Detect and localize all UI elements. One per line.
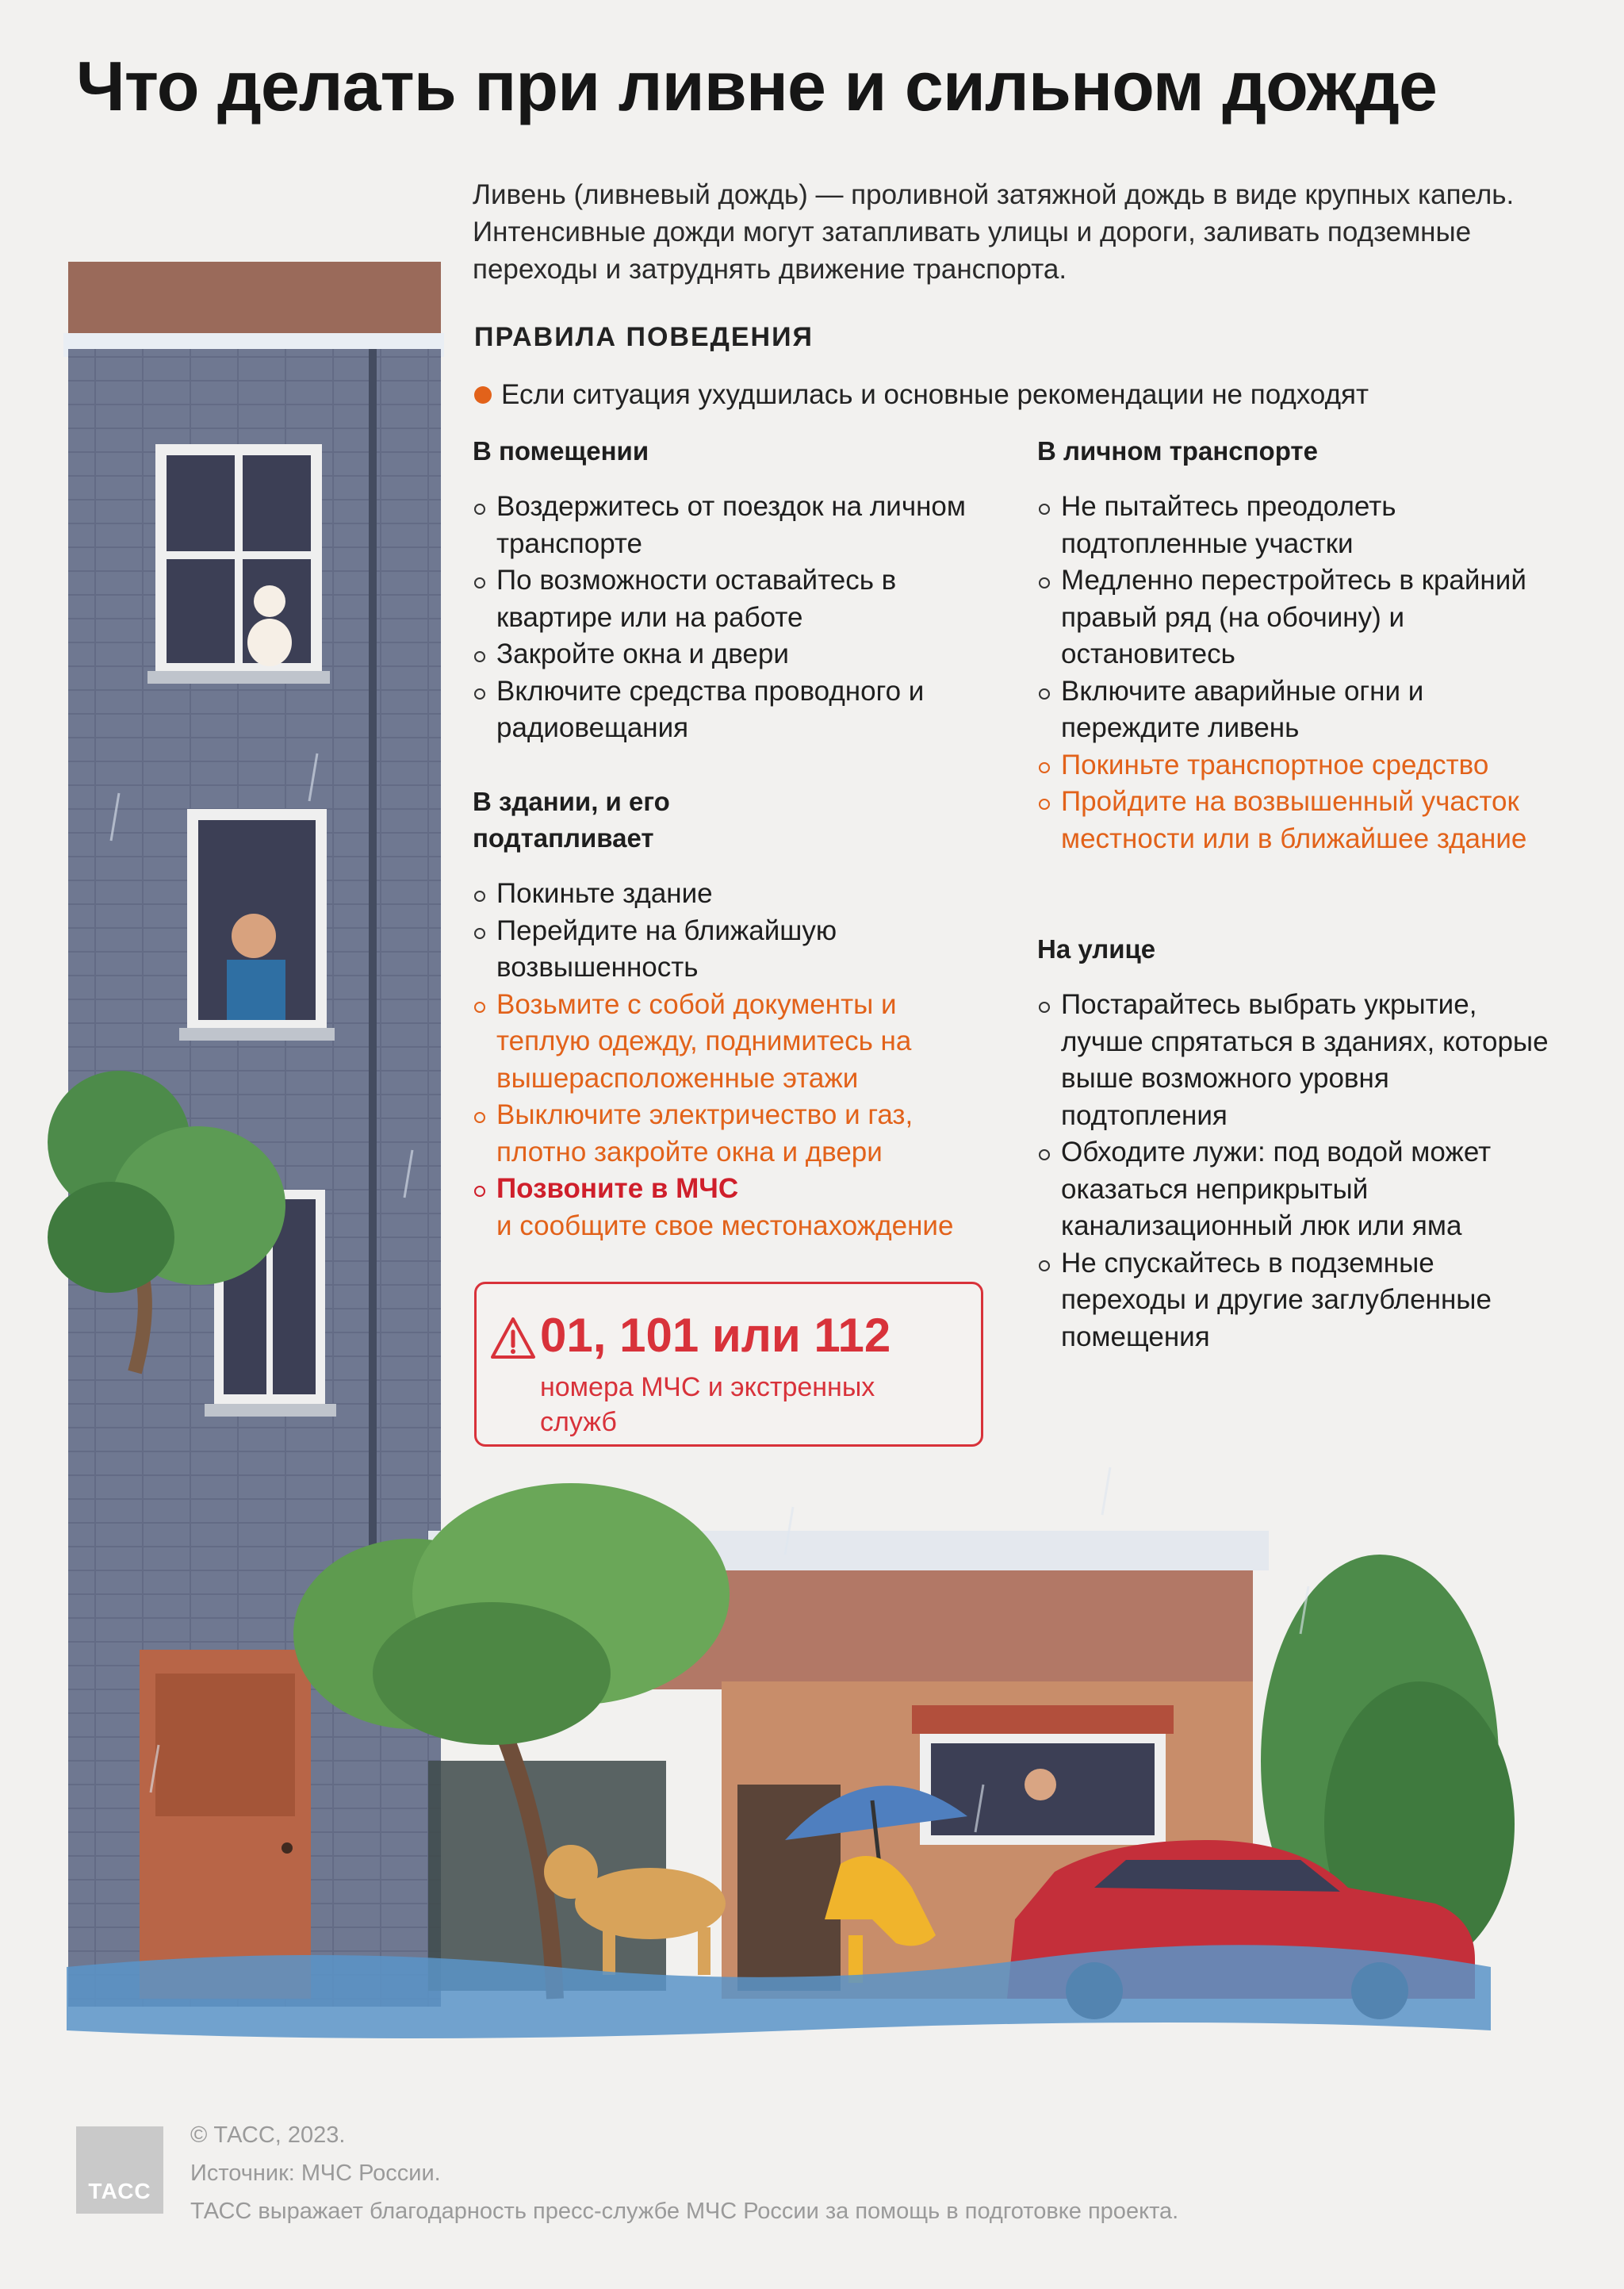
list-item: Не спускайтесь в подземные переходы и другие заглубленные помещения	[1037, 1245, 1561, 1356]
emergency-numbers: 01, 101 или 112	[540, 1309, 891, 1362]
list-item: Воздержитесь от поездок на личном транспорте	[473, 489, 980, 562]
list-item: Постарайтесь выбрать укрытие, лучше спрятаться в зданиях, которые выше возможного уровня подтопления	[1037, 987, 1561, 1134]
list-item: Включите аварийные огни и переждите ливень	[1037, 673, 1561, 747]
list-item: Перейдите на ближайшую возвышенность	[473, 913, 988, 987]
rules-heading: ПРАВИЛА ПОВЕДЕНИЯ	[474, 322, 814, 352]
tass-logo: ТАСС	[76, 2126, 163, 2214]
page-title: Что делать при ливне и сильном дожде	[76, 47, 1437, 125]
window-third	[205, 1190, 336, 1417]
warning-icon	[489, 1316, 537, 1360]
call-mchs-tail: и сообщите свое местонахождение	[496, 1210, 954, 1241]
list-item: Медленно перестройтесь в крайний правый ряд (на обочину) и остановитесь	[1037, 562, 1561, 673]
section-title-indoors: В помещении	[473, 436, 649, 466]
legend-text: Если ситуация ухудшилась и основные рекомендации не подходят	[501, 379, 1369, 410]
list-item: Обходите лужи: под водой может оказаться неприкрытый канализационный люк или яма	[1037, 1134, 1561, 1245]
tree-left	[48, 1071, 285, 1372]
list-item: Пройдите на возвышенный участок местности или в ближайшее здание	[1037, 784, 1561, 857]
list-item: Выключите электричество и газ, плотно закройте окна и двери	[473, 1097, 988, 1171]
list-item: Покиньте транспортное средство	[1037, 747, 1561, 784]
emergency-description: номера МЧС и экстренных служб	[540, 1372, 875, 1437]
list-indoors	[473, 489, 980, 747]
list-item: По возможности оставайтесь в квартире или на работе	[473, 562, 980, 636]
section-title-street: На улице	[1037, 934, 1156, 964]
list-item: Включите средства проводного и радиовещания	[473, 673, 980, 747]
list-item-call	[473, 1171, 988, 1244]
orange-dot-icon	[474, 386, 492, 404]
dog	[544, 1845, 726, 1975]
section-title-car: В личном транспорте	[1037, 436, 1318, 466]
footer-thanks: ТАСС выражает благодарность пресс-службе МЧС России за помощь в подготовке проекта.	[190, 2199, 1179, 2224]
section-title-flooding: В здании, и его подтапливает	[473, 787, 670, 853]
list-car	[1037, 489, 1561, 857]
intro-text: Ливень (ливневый дождь) — проливной затяжной дождь в виде крупных капель. Интенсивные дожди могут затапливать улицы и дороги, заливать подземные переходы и затруднять движение транспорта.	[473, 179, 1515, 285]
small-house	[428, 1531, 1269, 1999]
list-flooding	[473, 876, 988, 1244]
window-man	[179, 809, 335, 1041]
call-mchs-text: Позвоните в МЧС	[496, 1173, 739, 1204]
legend	[474, 379, 1369, 411]
list-street	[1037, 987, 1561, 1355]
person-with-umbrella	[785, 1785, 967, 1983]
list-item: Покиньте здание	[473, 876, 988, 913]
window-cat	[147, 444, 330, 684]
apartment-building	[63, 262, 444, 2007]
tree-middle	[293, 1483, 730, 1999]
list-item: Возьмите с собой документы и теплую одежду, поднимитесь на вышерасположенные этажи	[473, 987, 988, 1098]
flood-water	[67, 1945, 1491, 2038]
building-door	[140, 1650, 311, 1999]
list-item: Закройте окна и двери	[473, 636, 980, 673]
footer-copyright: © ТАСС, 2023.	[190, 2122, 346, 2148]
footer-source: Источник: МЧС России.	[190, 2161, 441, 2186]
list-item: Не пытайтесь преодолеть подтопленные участки	[1037, 489, 1561, 562]
footer-text	[190, 2116, 1178, 2230]
tree-right	[1261, 1555, 1515, 1967]
red-car	[1007, 1840, 1475, 2019]
emergency-box	[474, 1282, 983, 1447]
